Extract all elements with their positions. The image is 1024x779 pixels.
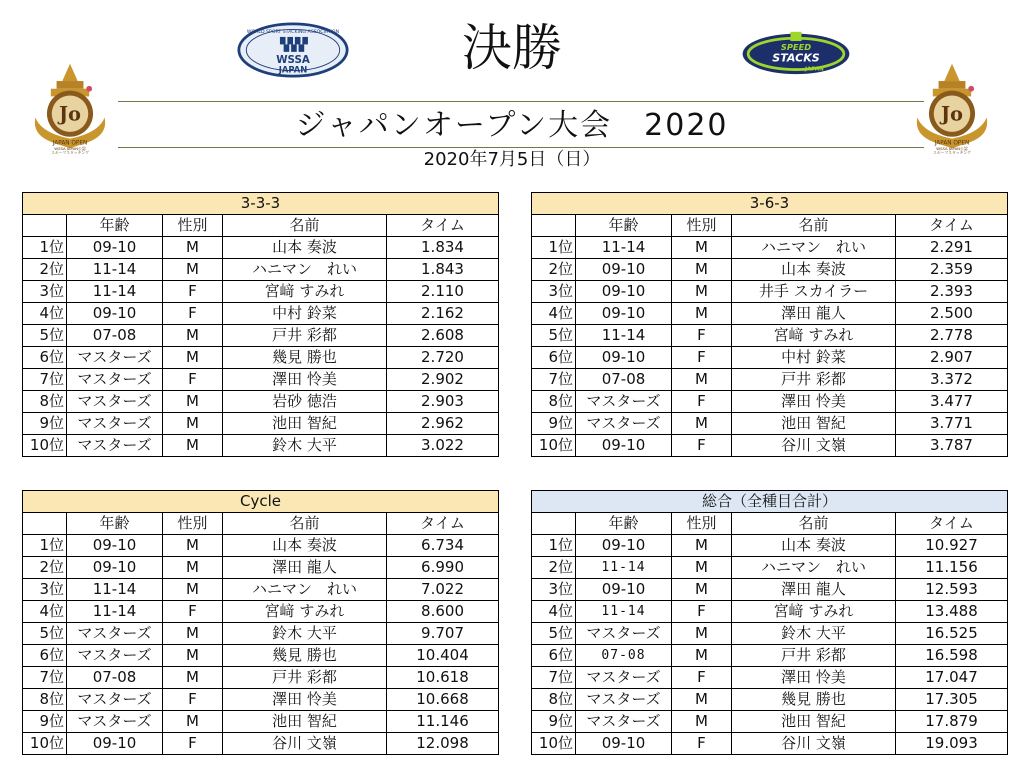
- svg-text:WSSA JAPAN公認: WSSA JAPAN公認: [54, 146, 86, 152]
- cell-age: マスターズ: [67, 369, 163, 391]
- cell-time: 2.720: [387, 347, 499, 369]
- cell-rank: 4位: [532, 303, 576, 325]
- cell-gender: M: [163, 435, 223, 457]
- cell-age: 09-10: [576, 347, 672, 369]
- cell-name: 山本 奏波: [223, 237, 387, 259]
- cell-rank: 8位: [23, 689, 67, 711]
- table-row: [532, 601, 1008, 623]
- svg-text:JAPAN: JAPAN: [805, 66, 824, 73]
- cell-name: 池田 智紀: [223, 711, 387, 733]
- table-row: [532, 711, 1008, 733]
- table-row: [23, 733, 499, 755]
- cell-name: 山本 奏波: [732, 535, 896, 557]
- cell-rank: 7位: [532, 667, 576, 689]
- cell-name: 澤田 怜美: [732, 667, 896, 689]
- cell-age: 11-14: [576, 237, 672, 259]
- cell-age: マスターズ: [576, 623, 672, 645]
- cell-age: マスターズ: [67, 711, 163, 733]
- cell-name: 幾見 勝也: [732, 689, 896, 711]
- table-row: [532, 347, 1008, 369]
- cell-age: 09-10: [67, 535, 163, 557]
- column-header: [23, 513, 67, 535]
- cell-age: 07-08: [576, 369, 672, 391]
- cell-gender: M: [163, 391, 223, 413]
- table-row: [23, 645, 499, 667]
- cell-time: 17.047: [896, 667, 1008, 689]
- cell-gender: F: [163, 369, 223, 391]
- cell-name: 鈴木 大平: [223, 623, 387, 645]
- cell-gender: M: [672, 645, 732, 667]
- table-caption: 3-3-3: [23, 193, 499, 215]
- column-header: 年齢: [67, 215, 163, 237]
- cell-age: 09-10: [576, 259, 672, 281]
- table-row: [23, 689, 499, 711]
- cell-time: 2.291: [896, 237, 1008, 259]
- svg-text:JAPAN OPEN: JAPAN OPEN: [52, 140, 88, 147]
- cell-name: 谷川 文嶺: [732, 435, 896, 457]
- column-header: 年齢: [576, 513, 672, 535]
- cell-gender: F: [672, 667, 732, 689]
- cell-name: 戸井 彩都: [732, 645, 896, 667]
- cell-age: 09-10: [576, 733, 672, 755]
- cell-gender: F: [163, 733, 223, 755]
- cell-gender: M: [163, 325, 223, 347]
- cell-time: 2.962: [387, 413, 499, 435]
- cell-gender: F: [163, 689, 223, 711]
- cell-age: 11-14: [576, 557, 672, 579]
- cell-gender: F: [672, 435, 732, 457]
- cell-age: 09-10: [67, 237, 163, 259]
- results-table-overall: [531, 490, 1008, 755]
- cell-name: 山本 奏波: [223, 535, 387, 557]
- cell-age: マスターズ: [576, 391, 672, 413]
- table-row: [532, 237, 1008, 259]
- cell-time: 2.778: [896, 325, 1008, 347]
- table-row: [532, 303, 1008, 325]
- cell-time: 6.990: [387, 557, 499, 579]
- cell-time: 10.618: [387, 667, 499, 689]
- table-row: [532, 435, 1008, 457]
- cell-name: 鈴木 大平: [223, 435, 387, 457]
- cell-time: 2.907: [896, 347, 1008, 369]
- svg-text:WSSA: WSSA: [276, 54, 310, 67]
- cell-name: 宮﨑 すみれ: [223, 281, 387, 303]
- column-header: 名前: [223, 513, 387, 535]
- cell-gender: M: [163, 623, 223, 645]
- event-title: ジャパンオープン大会 2020: [295, 108, 729, 143]
- svg-text:スポーツスタッキング: スポーツスタッキング: [51, 150, 89, 154]
- svg-text:WORLD SPORT STACKING ASSOCIATI: WORLD SPORT STACKING ASSOCIATION: [246, 30, 340, 36]
- svg-text:スポーツスタッキング: スポーツスタッキング: [933, 150, 971, 154]
- cell-name: 宮﨑 すみれ: [732, 325, 896, 347]
- cell-gender: M: [163, 259, 223, 281]
- column-header: タイム: [387, 215, 499, 237]
- cell-age: 11-14: [67, 579, 163, 601]
- cell-age: 09-10: [67, 733, 163, 755]
- table-row: [23, 711, 499, 733]
- table-row: [23, 369, 499, 391]
- cell-rank: 3位: [532, 281, 576, 303]
- cell-gender: F: [672, 601, 732, 623]
- table-row: [23, 623, 499, 645]
- cell-rank: 6位: [532, 645, 576, 667]
- cell-rank: 6位: [532, 347, 576, 369]
- cell-rank: 4位: [23, 601, 67, 623]
- cell-gender: M: [163, 347, 223, 369]
- column-header: タイム: [896, 215, 1008, 237]
- cell-rank: 10位: [532, 733, 576, 755]
- table-caption: 3-6-3: [532, 193, 1008, 215]
- column-header: 名前: [223, 215, 387, 237]
- table-row: [532, 535, 1008, 557]
- column-header: 性別: [163, 215, 223, 237]
- cell-gender: M: [163, 579, 223, 601]
- cell-name: ハニマン れい: [732, 237, 896, 259]
- cell-age: 11-14: [576, 325, 672, 347]
- cell-name: 幾見 勝也: [223, 347, 387, 369]
- table-row: [23, 413, 499, 435]
- cell-rank: 3位: [23, 579, 67, 601]
- cell-name: 澤田 龍人: [223, 557, 387, 579]
- cell-gender: F: [672, 733, 732, 755]
- cell-name: ハニマン れい: [223, 579, 387, 601]
- cell-time: 11.146: [387, 711, 499, 733]
- cell-time: 13.488: [896, 601, 1008, 623]
- results-table-cycle: [22, 490, 499, 755]
- svg-text:WSSA JAPAN公認: WSSA JAPAN公認: [936, 146, 968, 152]
- cell-age: マスターズ: [576, 413, 672, 435]
- cell-rank: 10位: [23, 435, 67, 457]
- cell-rank: 10位: [23, 733, 67, 755]
- table-row: [532, 733, 1008, 755]
- cell-time: 2.110: [387, 281, 499, 303]
- cell-time: 6.734: [387, 535, 499, 557]
- cell-rank: 3位: [23, 281, 67, 303]
- cell-rank: 2位: [532, 259, 576, 281]
- cell-rank: 5位: [532, 325, 576, 347]
- cell-time: 2.608: [387, 325, 499, 347]
- cell-name: 井手 スカイラー: [732, 281, 896, 303]
- table-row: [23, 303, 499, 325]
- cell-gender: M: [163, 237, 223, 259]
- cell-rank: 1位: [532, 535, 576, 557]
- results-table-363: [531, 192, 1008, 457]
- cell-name: ハニマン れい: [732, 557, 896, 579]
- cell-name: 幾見 勝也: [223, 645, 387, 667]
- column-header: [532, 513, 576, 535]
- cell-time: 2.162: [387, 303, 499, 325]
- cell-time: 3.477: [896, 391, 1008, 413]
- cell-name: 澤田 怜美: [732, 391, 896, 413]
- cell-name: ハニマン れい: [223, 259, 387, 281]
- cell-name: 谷川 文嶺: [732, 733, 896, 755]
- cell-rank: 7位: [23, 369, 67, 391]
- cell-age: 11-14: [67, 259, 163, 281]
- cell-age: 07-08: [67, 667, 163, 689]
- svg-text:Jo: Jo: [941, 102, 963, 126]
- cell-time: 2.359: [896, 259, 1008, 281]
- table-row: [23, 347, 499, 369]
- cell-name: 宮﨑 すみれ: [732, 601, 896, 623]
- cell-rank: 9位: [23, 413, 67, 435]
- column-header: [23, 215, 67, 237]
- cell-rank: 10位: [532, 435, 576, 457]
- column-header: 年齢: [576, 215, 672, 237]
- table-row: [532, 667, 1008, 689]
- page-title: 決勝: [462, 19, 562, 77]
- column-header: 年齢: [67, 513, 163, 535]
- svg-text:JAPAN OPEN: JAPAN OPEN: [934, 140, 970, 147]
- cell-time: 17.305: [896, 689, 1008, 711]
- cell-name: 池田 智紀: [223, 413, 387, 435]
- svg-text:STACKS: STACKS: [772, 51, 820, 65]
- cell-rank: 9位: [23, 711, 67, 733]
- table-row: [23, 259, 499, 281]
- cell-name: 戸井 彩都: [223, 667, 387, 689]
- cell-age: 09-10: [576, 435, 672, 457]
- table-row: [532, 391, 1008, 413]
- cell-rank: 5位: [532, 623, 576, 645]
- cell-age: マスターズ: [67, 413, 163, 435]
- cell-age: マスターズ: [67, 623, 163, 645]
- cell-name: 戸井 彩都: [732, 369, 896, 391]
- cell-rank: 8位: [23, 391, 67, 413]
- table-row: [532, 557, 1008, 579]
- cell-time: 3.372: [896, 369, 1008, 391]
- cell-age: マスターズ: [576, 667, 672, 689]
- cell-gender: M: [163, 711, 223, 733]
- cell-gender: M: [672, 237, 732, 259]
- cell-time: 10.927: [896, 535, 1008, 557]
- cell-age: 09-10: [67, 303, 163, 325]
- table-row: [23, 601, 499, 623]
- svg-text:Jo: Jo: [59, 102, 81, 126]
- cell-time: 2.500: [896, 303, 1008, 325]
- table-row: [532, 689, 1008, 711]
- cell-time: 8.600: [387, 601, 499, 623]
- cell-gender: F: [163, 601, 223, 623]
- cell-age: 09-10: [67, 557, 163, 579]
- cell-gender: M: [163, 667, 223, 689]
- cell-gender: M: [672, 557, 732, 579]
- table-row: [23, 535, 499, 557]
- cell-age: 09-10: [576, 535, 672, 557]
- cell-name: 鈴木 大平: [732, 623, 896, 645]
- cell-rank: 7位: [532, 369, 576, 391]
- cell-age: 07-08: [67, 325, 163, 347]
- cell-time: 2.903: [387, 391, 499, 413]
- column-header: 名前: [732, 513, 896, 535]
- cell-time: 3.771: [896, 413, 1008, 435]
- cell-time: 16.525: [896, 623, 1008, 645]
- cell-gender: F: [672, 325, 732, 347]
- cell-time: 1.834: [387, 237, 499, 259]
- cell-age: マスターズ: [67, 645, 163, 667]
- cell-time: 12.098: [387, 733, 499, 755]
- cell-time: 16.598: [896, 645, 1008, 667]
- cell-gender: M: [163, 535, 223, 557]
- cell-rank: 2位: [532, 557, 576, 579]
- table-row: [532, 623, 1008, 645]
- cell-name: 澤田 龍人: [732, 303, 896, 325]
- cell-time: 2.393: [896, 281, 1008, 303]
- cell-time: 3.022: [387, 435, 499, 457]
- cell-gender: F: [672, 391, 732, 413]
- cell-time: 10.404: [387, 645, 499, 667]
- cell-time: 19.093: [896, 733, 1008, 755]
- cell-rank: 9位: [532, 413, 576, 435]
- cell-rank: 6位: [23, 645, 67, 667]
- cell-rank: 4位: [532, 601, 576, 623]
- cell-gender: M: [672, 579, 732, 601]
- title-rule-bottom: [118, 147, 924, 148]
- cell-gender: M: [163, 645, 223, 667]
- cell-name: 中村 鈴菜: [223, 303, 387, 325]
- svg-text:JAPAN: JAPAN: [278, 64, 308, 75]
- cell-rank: 5位: [23, 325, 67, 347]
- table-row: [23, 667, 499, 689]
- cell-gender: F: [163, 281, 223, 303]
- cell-gender: M: [672, 711, 732, 733]
- cell-time: 1.843: [387, 259, 499, 281]
- table-row: [532, 579, 1008, 601]
- column-header: 性別: [163, 513, 223, 535]
- cell-rank: 2位: [23, 557, 67, 579]
- cell-time: 2.902: [387, 369, 499, 391]
- column-header: [532, 215, 576, 237]
- cell-age: 11-14: [576, 601, 672, 623]
- cell-time: 12.593: [896, 579, 1008, 601]
- table-row: [23, 325, 499, 347]
- cell-age: 09-10: [576, 281, 672, 303]
- cell-name: 池田 智紀: [732, 413, 896, 435]
- cell-gender: M: [672, 303, 732, 325]
- cell-rank: 1位: [23, 535, 67, 557]
- cell-name: 戸井 彩都: [223, 325, 387, 347]
- cell-age: 09-10: [576, 579, 672, 601]
- cell-gender: M: [672, 281, 732, 303]
- cell-name: 澤田 怜美: [223, 689, 387, 711]
- table-row: [532, 281, 1008, 303]
- cell-rank: 3位: [532, 579, 576, 601]
- cell-age: 07-08: [576, 645, 672, 667]
- cell-gender: M: [672, 623, 732, 645]
- cell-rank: 1位: [23, 237, 67, 259]
- cell-age: マスターズ: [576, 689, 672, 711]
- cell-gender: M: [672, 369, 732, 391]
- column-header: 性別: [672, 215, 732, 237]
- cell-rank: 5位: [23, 623, 67, 645]
- table-row: [23, 237, 499, 259]
- cell-rank: 6位: [23, 347, 67, 369]
- cell-gender: M: [672, 689, 732, 711]
- title-rule-top: [118, 101, 924, 102]
- cell-gender: M: [672, 413, 732, 435]
- event-date: 2020年7月5日（日）: [423, 149, 601, 170]
- column-header: 性別: [672, 513, 732, 535]
- cell-time: 17.879: [896, 711, 1008, 733]
- cell-name: 岩砂 徳浩: [223, 391, 387, 413]
- table-row: [23, 435, 499, 457]
- cell-age: マスターズ: [576, 711, 672, 733]
- cell-name: 中村 鈴菜: [732, 347, 896, 369]
- cell-name: 澤田 怜美: [223, 369, 387, 391]
- cell-name: 池田 智紀: [732, 711, 896, 733]
- cell-rank: 8位: [532, 689, 576, 711]
- table-caption: 総合（全種目合計）: [532, 491, 1008, 513]
- cell-rank: 1位: [532, 237, 576, 259]
- cell-gender: M: [163, 413, 223, 435]
- cell-rank: 7位: [23, 667, 67, 689]
- svg-text:SPEED: SPEED: [780, 42, 812, 53]
- table-row: [23, 557, 499, 579]
- table-row: [23, 391, 499, 413]
- cell-gender: M: [672, 535, 732, 557]
- cell-name: 宮﨑 すみれ: [223, 601, 387, 623]
- cell-time: 11.156: [896, 557, 1008, 579]
- cell-age: 11-14: [67, 281, 163, 303]
- cell-name: 山本 奏波: [732, 259, 896, 281]
- cell-age: マスターズ: [67, 391, 163, 413]
- cell-time: 9.707: [387, 623, 499, 645]
- cell-time: 3.787: [896, 435, 1008, 457]
- cell-time: 7.022: [387, 579, 499, 601]
- cell-age: 09-10: [576, 303, 672, 325]
- table-row: [532, 645, 1008, 667]
- cell-time: 10.668: [387, 689, 499, 711]
- cell-name: 澤田 龍人: [732, 579, 896, 601]
- cell-name: 谷川 文嶺: [223, 733, 387, 755]
- table-row: [532, 259, 1008, 281]
- cell-rank: 9位: [532, 711, 576, 733]
- cell-rank: 4位: [23, 303, 67, 325]
- cell-gender: F: [163, 303, 223, 325]
- results-table-333: [22, 192, 499, 457]
- table-row: [532, 369, 1008, 391]
- cell-age: 11-14: [67, 601, 163, 623]
- cell-age: マスターズ: [67, 347, 163, 369]
- table-row: [532, 413, 1008, 435]
- cell-gender: F: [672, 347, 732, 369]
- column-header: 名前: [732, 215, 896, 237]
- table-row: [23, 281, 499, 303]
- table-caption: Cycle: [23, 491, 499, 513]
- cell-age: マスターズ: [67, 435, 163, 457]
- table-row: [532, 325, 1008, 347]
- column-header: タイム: [896, 513, 1008, 535]
- cell-gender: M: [163, 557, 223, 579]
- cell-gender: M: [672, 259, 732, 281]
- column-header: タイム: [387, 513, 499, 535]
- cell-rank: 2位: [23, 259, 67, 281]
- cell-age: マスターズ: [67, 689, 163, 711]
- table-row: [23, 579, 499, 601]
- cell-rank: 8位: [532, 391, 576, 413]
